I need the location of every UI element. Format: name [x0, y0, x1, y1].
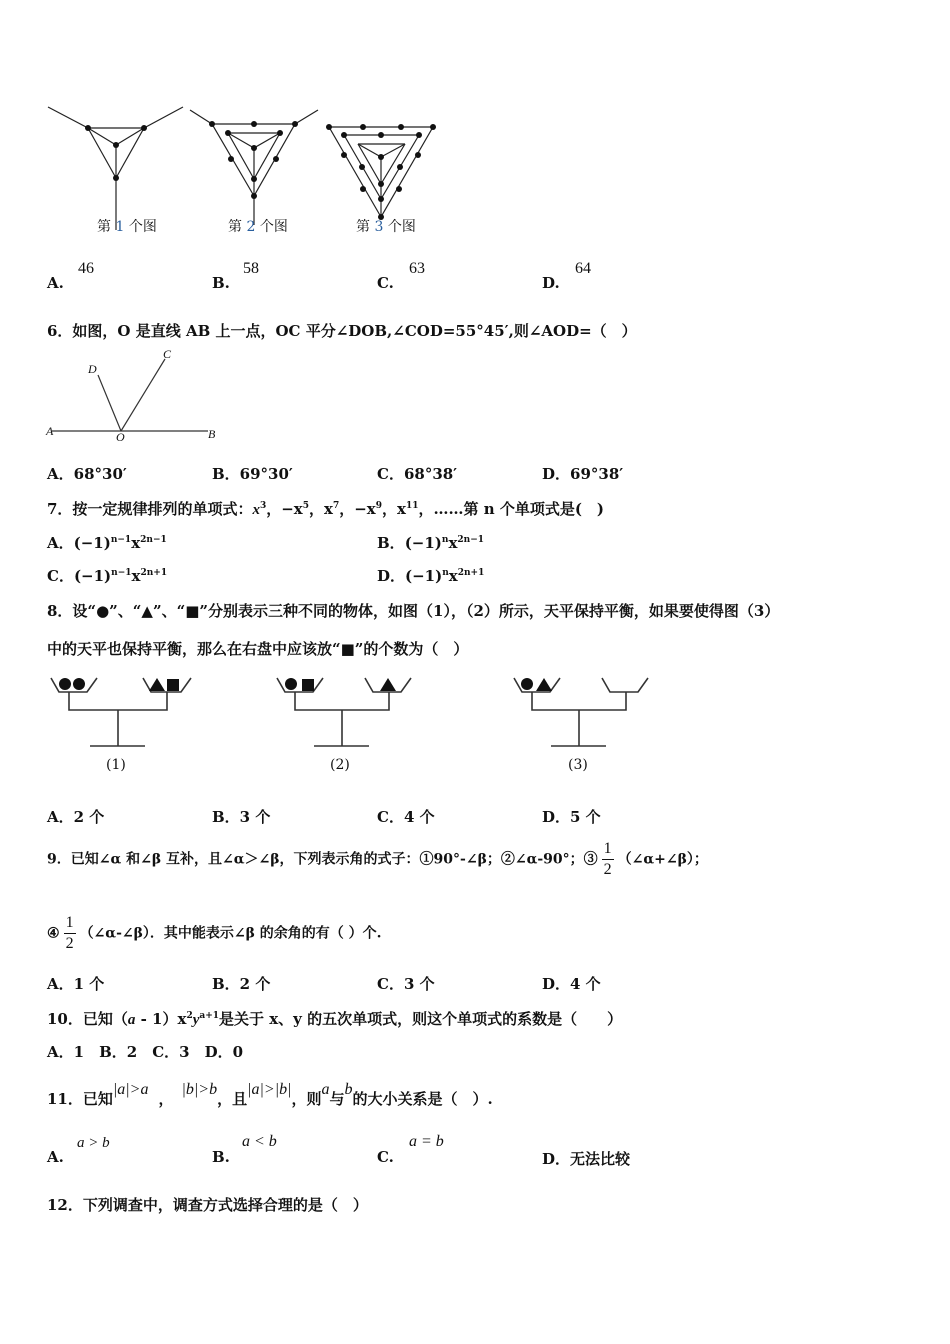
q9-line-1: 9．已知∠α 和∠β 互补，且∠α＞∠β，下列表示角的式子：①90°-∠β；②∠α-90°；③ $\frac{1}{2}$ （∠α+∠β）； [47, 840, 708, 878]
q6-text: 6．如图，O 是直线 AB 上一点，OC 平分∠DOB,∠COD=55°45′,则∠AOD=（ ） [47, 322, 637, 340]
q9-line-2: ④ $\frac{1}{2}$ （∠α-∠β）．其中能表示∠β 的余角的有（ ）个. [47, 914, 382, 952]
angle-figure [40, 345, 230, 450]
q11-option-b-value: a < b [242, 1133, 277, 1150]
balance-figures [45, 670, 665, 760]
fraction-half: $\frac{1}{2}$ [603, 840, 612, 878]
q9-option-c[interactable]: C．3 个 [377, 975, 435, 993]
q5-option-c-value: 63 [409, 260, 425, 277]
q5-option-a-value: 46 [78, 260, 94, 277]
q12-text: 12．下列调查中，调查方式选择合理的是（ ） [47, 1196, 368, 1214]
q7-option-a[interactable]: A．$(-1)^{n-1}x^{2n-1}$ [47, 534, 167, 552]
q7-text: 7．按一定规律排列的单项式：$x^3$，$-x^5$，$x^7$，$-x^9$，$x^{11}$，……第 n 个单项式是( ) [47, 500, 605, 518]
q10-options[interactable]: A．1 B．2 C．3 D．0 [47, 1043, 244, 1061]
q5-option-b-value: 58 [243, 260, 259, 277]
q5-option-b[interactable]: B. [212, 274, 230, 292]
q11-option-d[interactable]: D．无法比较 [542, 1150, 631, 1168]
balance-caption-1: (1) [106, 757, 126, 773]
q11-option-a[interactable]: A. [47, 1148, 64, 1166]
q8-option-d[interactable]: D．5 个 [542, 808, 601, 826]
q11-option-c-value: a = b [409, 1133, 444, 1150]
q8-option-a[interactable]: A．2 个 [47, 808, 105, 826]
q7-option-d[interactable]: D．$(-1)^nx^{2n+1}$ [377, 567, 485, 585]
q11-text: 11．已知|a|>a，|b|>b，且|a|>|b|，则a与b的大小关系是（ ）. [47, 1081, 493, 1108]
q5-option-d-value: 64 [575, 260, 591, 277]
q6-option-d[interactable]: D．69°38′ [542, 465, 624, 483]
q5-option-a[interactable]: A. [47, 274, 64, 292]
q5-option-c[interactable]: C. [377, 274, 394, 292]
balance-caption-2: (2) [330, 757, 350, 773]
figure-caption-3: 第 3 个图 [356, 219, 416, 235]
figure-caption-1: 第 1 个图 [97, 219, 157, 235]
fraction-half: $\frac{1}{2}$ [65, 914, 74, 952]
q10-text: 10．已知$(a - 1)x^2y^{a+1}$是关于 x、y 的五次单项式，则这个单项式的系数是（ ） [47, 1010, 623, 1028]
q9-option-b[interactable]: B．2 个 [212, 975, 271, 993]
q8-line-2: 中的天平也保持平衡，那么在右盘中应该放“■”的个数为（ ） [47, 640, 469, 658]
q11-option-b[interactable]: B. [212, 1148, 230, 1166]
balance-caption-3: (3) [568, 757, 588, 773]
q8-option-b[interactable]: B．3 个 [212, 808, 271, 826]
q7-option-b[interactable]: B．$(-1)^nx^{2n-1}$ [377, 534, 484, 552]
point-label-o: O [116, 430, 125, 444]
q7-option-c[interactable]: C．$(-1)^{n-1}x^{2n+1}$ [47, 567, 168, 585]
point-label-d: D [88, 362, 97, 376]
q9-option-a[interactable]: A．1 个 [47, 975, 105, 993]
q9-option-d[interactable]: D．4 个 [542, 975, 601, 993]
q6-option-b[interactable]: B．69°30′ [212, 465, 293, 483]
point-label-b: B [208, 427, 216, 441]
q11-option-a-value: a > b [77, 1135, 110, 1151]
q11-option-c[interactable]: C. [377, 1148, 394, 1166]
q8-line-1: 8．设“●”、“▲”、“■”分别表示三种不同的物体，如图（1），（2）所示，天平保持平衡，如果要使得图（3） [47, 602, 780, 620]
q6-option-c[interactable]: C．68°38′ [377, 465, 458, 483]
figure-caption-2: 第 2 个图 [228, 219, 288, 235]
q8-option-c[interactable]: C．4 个 [377, 808, 435, 826]
point-label-c: C [163, 347, 172, 361]
q6-option-a[interactable]: A．68°30′ [47, 465, 127, 483]
point-label-a: A [46, 424, 54, 438]
q5-option-d[interactable]: D. [542, 274, 560, 292]
